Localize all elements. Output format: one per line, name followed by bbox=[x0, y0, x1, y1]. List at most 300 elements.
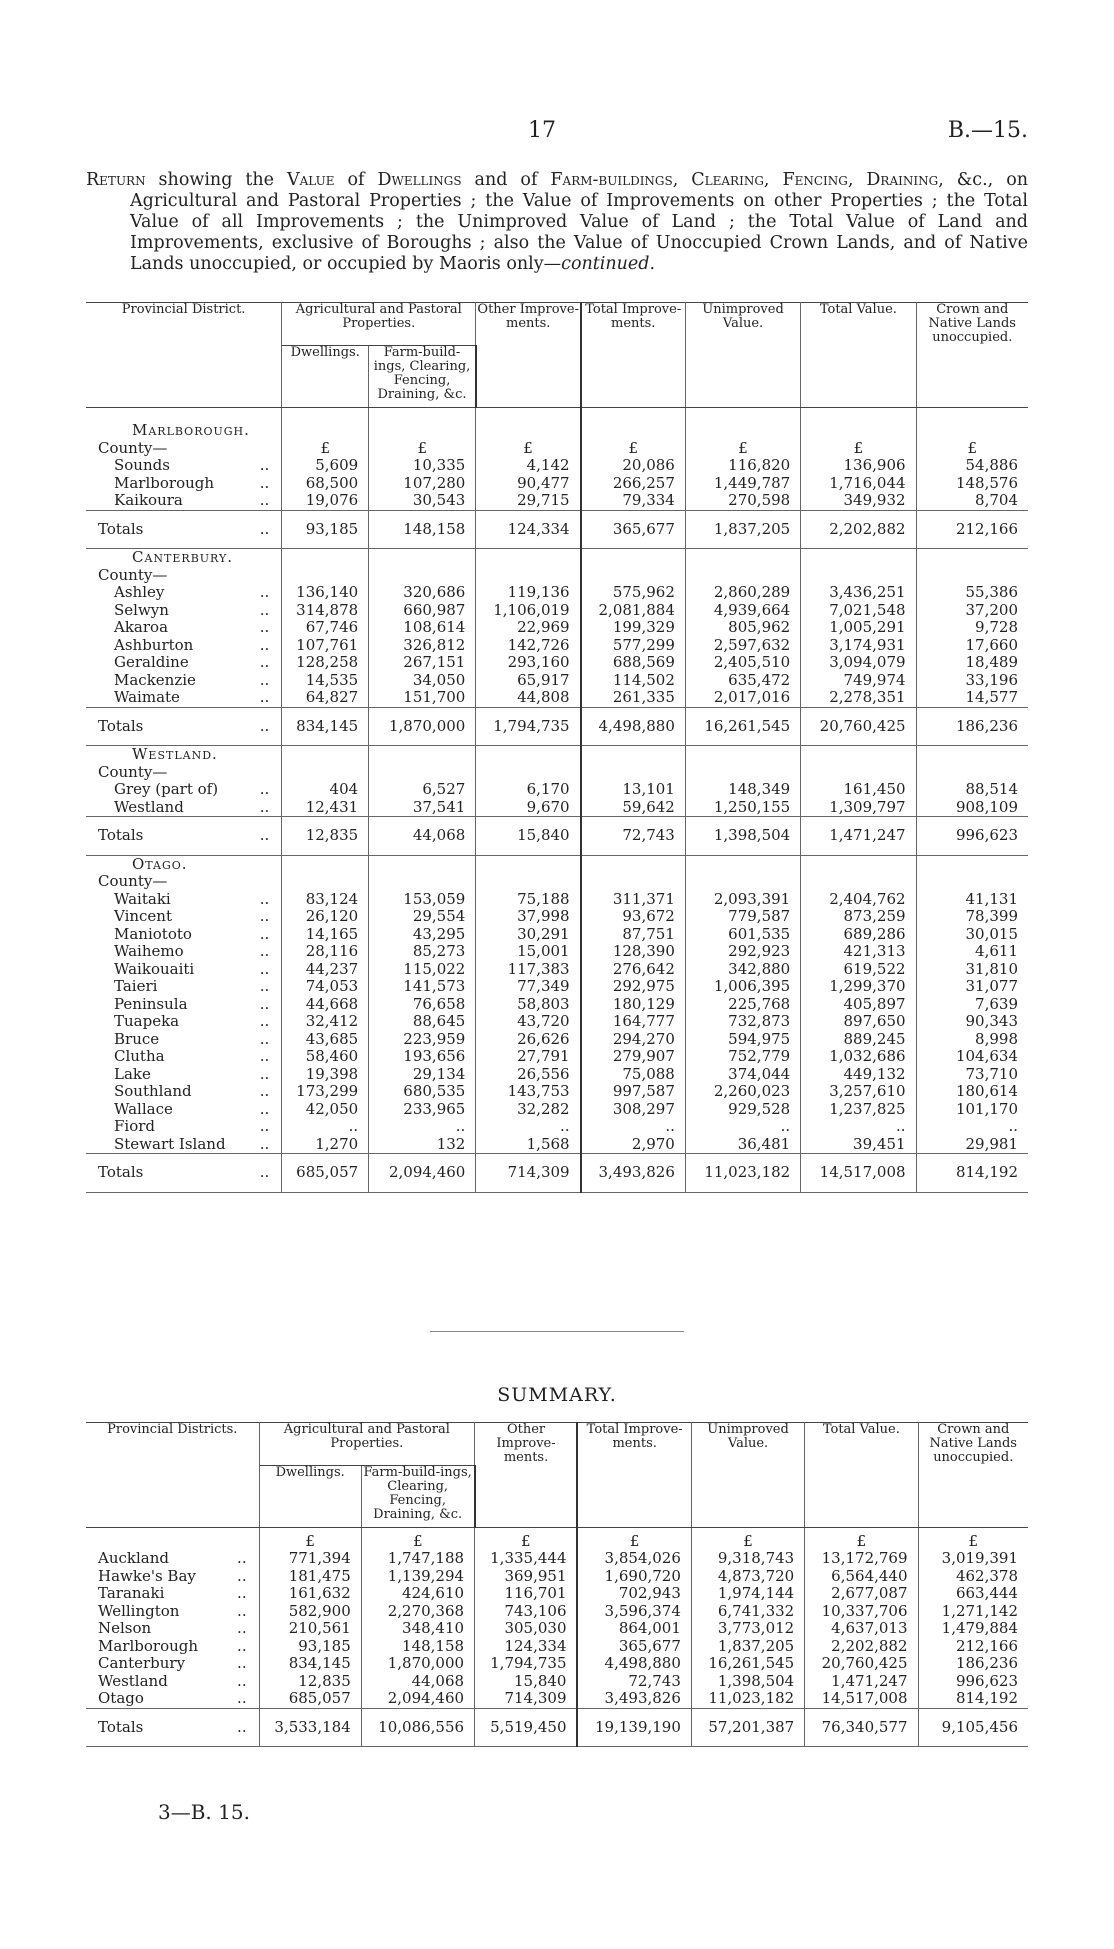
blank-cell bbox=[916, 746, 1028, 764]
main-table bbox=[86, 302, 1028, 1193]
county-row bbox=[86, 440, 1028, 458]
value-cell-u: 225,768 bbox=[685, 996, 800, 1014]
row-name: Vincent bbox=[114, 907, 172, 925]
value-cell-ti: 294,270 bbox=[581, 1031, 686, 1049]
value-cell-ti: .. bbox=[581, 1118, 686, 1136]
value-cell-ti: 180,129 bbox=[581, 996, 686, 1014]
value-cell-o: 143,753 bbox=[476, 1083, 581, 1101]
value-cell-tv: 76,340,577 bbox=[805, 1708, 918, 1747]
value-cell-tv: 689,286 bbox=[801, 926, 916, 944]
value-cell-o: 75,188 bbox=[476, 891, 581, 909]
row-name: Nelson bbox=[98, 1619, 152, 1637]
value-cell-ti: 59,642 bbox=[581, 799, 686, 817]
blank-cell bbox=[581, 873, 686, 891]
blank-cell bbox=[581, 408, 686, 423]
value-cell-f: 85,273 bbox=[369, 943, 476, 961]
table-row bbox=[86, 654, 1028, 672]
value-cell-d: 685,057 bbox=[259, 1690, 361, 1708]
value-cell-tv: 2,677,087 bbox=[805, 1585, 918, 1603]
value-cell-f: 132 bbox=[369, 1136, 476, 1154]
blank-cell bbox=[685, 764, 800, 782]
caption-continued: continued. bbox=[561, 254, 656, 274]
value-cell-f: 267,151 bbox=[369, 654, 476, 672]
value-cell-d: 44,237 bbox=[282, 961, 369, 979]
value-cell-c: 101,170 bbox=[955, 1099, 1018, 1118]
table-row bbox=[86, 1066, 1028, 1084]
blank-cell bbox=[369, 873, 476, 891]
value-cell-u: 1,398,504 bbox=[685, 817, 800, 856]
value-cell-ti: 279,907 bbox=[581, 1048, 686, 1066]
value-cell-o: 77,349 bbox=[476, 978, 581, 996]
table-row bbox=[86, 799, 1028, 817]
row-name: Hawke's Bay bbox=[98, 1566, 196, 1585]
caption-text: Farm-buildings, Clearing, Fencing, Draining bbox=[550, 170, 939, 190]
blank-cell bbox=[282, 567, 369, 585]
value-cell-u: 929,528 bbox=[685, 1101, 800, 1119]
blank-cell bbox=[86, 1528, 259, 1551]
row-label bbox=[86, 799, 282, 817]
row-label bbox=[86, 1620, 259, 1638]
row-label bbox=[86, 817, 282, 856]
blank-cell bbox=[685, 873, 800, 891]
county-row-label: County— bbox=[86, 764, 282, 782]
pound-sign: £ bbox=[967, 438, 978, 457]
value-cell-f: 115,022 bbox=[369, 961, 476, 979]
district-heading bbox=[86, 855, 1028, 873]
blank-cell bbox=[86, 408, 282, 423]
pound-sign: £ bbox=[685, 440, 800, 458]
value-cell-o: 142,726 bbox=[476, 637, 581, 655]
value-cell-tv: 161,450 bbox=[801, 781, 916, 799]
column-header-agricultural: Agricultural and Pastoral Properties. bbox=[259, 1423, 474, 1466]
value-cell-d: 32,412 bbox=[282, 1013, 369, 1031]
value-cell-ti: 72,743 bbox=[581, 817, 686, 856]
value-cell-tv: 1,716,044 bbox=[801, 475, 916, 493]
value-cell-ti: 3,854,026 bbox=[577, 1550, 691, 1568]
blank-cell bbox=[916, 873, 1028, 891]
value-cell-o: 29,715 bbox=[476, 492, 581, 510]
pound-sign: £ bbox=[805, 1528, 918, 1551]
district-heading-label: Marlborough. bbox=[86, 422, 282, 440]
value-cell-f: 148,158 bbox=[361, 1638, 474, 1656]
value-cell-ti: 276,642 bbox=[581, 961, 686, 979]
page-reference: B.—15. bbox=[947, 118, 1028, 143]
page-number: 17 bbox=[528, 118, 556, 143]
header-row bbox=[86, 1423, 1028, 1466]
value-cell-u: 2,405,510 bbox=[685, 654, 800, 672]
table-row bbox=[86, 457, 1028, 475]
value-cell-f: 6,527 bbox=[369, 781, 476, 799]
value-cell-o: 1,106,019 bbox=[476, 602, 581, 620]
table-row bbox=[86, 926, 1028, 944]
value-cell-ti: 3,493,826 bbox=[577, 1690, 691, 1708]
row-name: Canterbury bbox=[98, 1654, 186, 1672]
column-header-dwellings: Dwellings. bbox=[282, 346, 369, 408]
value-cell-u: 1,398,504 bbox=[691, 1673, 804, 1691]
summary-totals-row bbox=[86, 1708, 1028, 1747]
value-cell-f: 141,573 bbox=[369, 978, 476, 996]
blank-cell bbox=[581, 549, 686, 567]
pound-sign: £ bbox=[476, 440, 581, 458]
column-header-other-improvements: Other Improve-ments. bbox=[476, 303, 581, 408]
value-cell-tv: 3,094,079 bbox=[801, 654, 916, 672]
value-cell-ti: 114,502 bbox=[581, 672, 686, 690]
value-cell-c: 88,514 bbox=[965, 780, 1018, 798]
value-cell-c: 104,634 bbox=[955, 1047, 1018, 1065]
leader-dots: .. bbox=[259, 1117, 270, 1135]
leader-dots: .. bbox=[259, 1082, 270, 1100]
row-name: Grey (part of) bbox=[114, 780, 219, 798]
row-label bbox=[86, 1118, 282, 1136]
value-cell-ti: 702,943 bbox=[577, 1585, 691, 1603]
value-cell-o: 714,309 bbox=[475, 1690, 578, 1708]
value-cell-c: 78,399 bbox=[965, 907, 1018, 925]
row-label bbox=[86, 891, 282, 909]
value-cell-o: 15,840 bbox=[476, 817, 581, 856]
table-row bbox=[86, 1013, 1028, 1031]
value-cell-d: 210,561 bbox=[259, 1620, 361, 1638]
value-cell-o: 43,720 bbox=[476, 1013, 581, 1031]
leader-dots: .. bbox=[259, 1163, 270, 1181]
value-cell-f: 29,134 bbox=[369, 1066, 476, 1084]
row-label bbox=[86, 908, 282, 926]
leader-dots: .. bbox=[259, 473, 270, 492]
blank-cell bbox=[282, 764, 369, 782]
row-label bbox=[86, 996, 282, 1014]
row-label bbox=[86, 1603, 259, 1621]
caption-first-word: Return bbox=[86, 170, 146, 190]
table-row bbox=[86, 492, 1028, 510]
value-cell-tv: 449,132 bbox=[801, 1066, 916, 1084]
row-label bbox=[86, 510, 282, 549]
row-name: Totals bbox=[98, 519, 144, 538]
value-cell-o: 1,794,735 bbox=[475, 1655, 578, 1673]
row-label bbox=[86, 492, 282, 510]
row-name: Waimate bbox=[114, 688, 180, 706]
value-cell-d: 107,761 bbox=[282, 637, 369, 655]
value-cell-u: 1,250,155 bbox=[685, 799, 800, 817]
value-cell-u: 779,587 bbox=[685, 908, 800, 926]
blank-cell bbox=[801, 873, 916, 891]
value-cell-u: 1,837,205 bbox=[685, 510, 800, 549]
value-cell-u: 4,873,720 bbox=[691, 1568, 804, 1586]
value-cell-f: 326,812 bbox=[369, 637, 476, 655]
value-cell-f: 151,700 bbox=[369, 689, 476, 707]
leader-dots: .. bbox=[259, 519, 270, 538]
row-name: Wellington bbox=[98, 1601, 180, 1620]
leader-dots: .. bbox=[259, 959, 270, 978]
value-cell-c: 31,077 bbox=[965, 977, 1018, 995]
currency-row bbox=[86, 1528, 1028, 1551]
blank-cell bbox=[476, 873, 581, 891]
totals-row bbox=[86, 817, 1028, 856]
value-cell-f: 153,059 bbox=[369, 891, 476, 909]
value-cell-c: 996,623 bbox=[955, 1671, 1018, 1690]
summary-row bbox=[86, 1655, 1028, 1673]
value-cell-ti: 3,493,826 bbox=[581, 1154, 686, 1193]
row-name: Marlborough bbox=[98, 1636, 199, 1655]
value-cell-u: 635,472 bbox=[685, 672, 800, 690]
blank-cell bbox=[369, 567, 476, 585]
row-label bbox=[86, 1568, 259, 1586]
value-cell-u: 594,975 bbox=[685, 1031, 800, 1049]
value-cell-tv: 3,436,251 bbox=[801, 584, 916, 602]
value-cell-ti: 365,677 bbox=[581, 510, 686, 549]
value-cell-ti: 19,139,190 bbox=[577, 1708, 691, 1747]
summary-title: SUMMARY. bbox=[497, 1384, 617, 1406]
county-row-label: County— bbox=[86, 873, 282, 891]
leader-dots: .. bbox=[259, 653, 270, 671]
row-name: Fiord bbox=[114, 1117, 156, 1135]
value-cell-tv: 6,564,440 bbox=[805, 1568, 918, 1586]
pound-sign: £ bbox=[475, 1528, 578, 1551]
value-cell-u: .. bbox=[685, 1118, 800, 1136]
row-label bbox=[86, 961, 282, 979]
value-cell-c: 29,981 bbox=[965, 1134, 1018, 1153]
value-cell-d: 582,900 bbox=[259, 1603, 361, 1621]
leader-dots: .. bbox=[259, 942, 270, 960]
value-cell-tv: 20,760,425 bbox=[801, 707, 916, 746]
value-cell-tv: 4,637,013 bbox=[805, 1620, 918, 1638]
leader-dots: .. bbox=[237, 1689, 247, 1707]
value-cell-o: 119,136 bbox=[476, 584, 581, 602]
value-cell-f: 30,543 bbox=[369, 492, 476, 510]
value-cell-ti: 577,299 bbox=[581, 637, 686, 655]
district-heading-label: Canterbury. bbox=[86, 549, 282, 567]
pound-sign: £ bbox=[361, 1528, 474, 1551]
value-cell-d: 28,116 bbox=[282, 943, 369, 961]
value-cell-u: 6,741,332 bbox=[691, 1603, 804, 1621]
value-cell-d: .. bbox=[282, 1118, 369, 1136]
district-heading-label: Otago. bbox=[86, 855, 282, 873]
table-row bbox=[86, 1083, 1028, 1101]
row-name: Lake bbox=[114, 1064, 151, 1083]
value-cell-ti: 2,081,884 bbox=[581, 602, 686, 620]
value-cell-d: 128,258 bbox=[282, 654, 369, 672]
value-cell-d: 64,827 bbox=[282, 689, 369, 707]
blank-cell bbox=[476, 764, 581, 782]
value-cell-f: 233,965 bbox=[369, 1101, 476, 1119]
value-cell-o: 90,477 bbox=[476, 475, 581, 493]
row-label bbox=[86, 1585, 259, 1603]
row-label bbox=[86, 1655, 259, 1673]
value-cell-ti: 308,297 bbox=[581, 1101, 686, 1119]
value-cell-c: 9,728 bbox=[975, 618, 1018, 636]
value-cell-f: 34,050 bbox=[369, 672, 476, 690]
value-cell-ti: 1,690,720 bbox=[577, 1568, 691, 1586]
value-cell-c: 996,623 bbox=[916, 817, 1028, 856]
value-cell-f: 223,959 bbox=[369, 1031, 476, 1049]
value-cell-tv: 7,021,548 bbox=[801, 602, 916, 620]
county-row bbox=[86, 873, 1028, 891]
leader-dots: .. bbox=[237, 1671, 247, 1690]
table-row bbox=[86, 1031, 1028, 1049]
value-cell-o: 117,383 bbox=[476, 961, 581, 979]
table-row bbox=[86, 1136, 1028, 1154]
value-cell-o: 22,969 bbox=[476, 619, 581, 637]
value-cell-o: 369,951 bbox=[475, 1568, 578, 1586]
row-name: Ashley bbox=[114, 583, 165, 601]
row-label bbox=[86, 689, 282, 707]
value-cell-o: 124,334 bbox=[475, 1638, 578, 1656]
value-cell-o: 4,142 bbox=[476, 457, 581, 475]
value-cell-ti: 365,677 bbox=[577, 1638, 691, 1656]
blank-cell bbox=[581, 764, 686, 782]
divider bbox=[430, 1331, 684, 1332]
blank-cell bbox=[581, 422, 686, 440]
value-cell-ti: 266,257 bbox=[581, 475, 686, 493]
row-label bbox=[86, 926, 282, 944]
leader-dots: .. bbox=[259, 456, 270, 474]
value-cell-d: 14,535 bbox=[282, 672, 369, 690]
blank-cell bbox=[916, 408, 1028, 423]
row-label bbox=[86, 1638, 259, 1656]
value-cell-u: 292,923 bbox=[685, 943, 800, 961]
summary-row bbox=[86, 1603, 1028, 1621]
table-row bbox=[86, 961, 1028, 979]
blank-cell bbox=[685, 549, 800, 567]
value-cell-d: 43,685 bbox=[282, 1031, 369, 1049]
value-cell-ti: 87,751 bbox=[581, 926, 686, 944]
value-cell-d: 26,120 bbox=[282, 908, 369, 926]
blank-cell bbox=[476, 422, 581, 440]
value-cell-o: 27,791 bbox=[476, 1048, 581, 1066]
totals-row bbox=[86, 510, 1028, 549]
value-cell-d: 83,124 bbox=[282, 891, 369, 909]
spacer-row bbox=[86, 408, 1028, 423]
district-heading bbox=[86, 746, 1028, 764]
value-cell-d: 685,057 bbox=[282, 1154, 369, 1193]
value-cell-ti: 311,371 bbox=[581, 891, 686, 909]
leader-dots: .. bbox=[259, 1064, 270, 1083]
row-name: Tuapeka bbox=[114, 1012, 180, 1030]
value-cell-d: 314,878 bbox=[282, 602, 369, 620]
value-cell-ti: 13,101 bbox=[581, 781, 686, 799]
row-label bbox=[86, 475, 282, 493]
value-cell-d: 404 bbox=[282, 781, 369, 799]
summary-row bbox=[86, 1673, 1028, 1691]
value-cell-o: 26,626 bbox=[476, 1031, 581, 1049]
summary-row bbox=[86, 1585, 1028, 1603]
row-label bbox=[86, 602, 282, 620]
row-name: Stewart Island bbox=[114, 1134, 226, 1153]
value-cell-tv: 2,202,882 bbox=[801, 510, 916, 549]
table-row bbox=[86, 619, 1028, 637]
value-cell-tv: 749,974 bbox=[801, 672, 916, 690]
value-cell-o: 26,556 bbox=[476, 1066, 581, 1084]
row-label bbox=[86, 1083, 282, 1101]
value-cell-f: 76,658 bbox=[369, 996, 476, 1014]
row-name: Waitaki bbox=[114, 889, 171, 908]
row-name: Geraldine bbox=[114, 653, 189, 671]
value-cell-tv: 1,471,247 bbox=[801, 817, 916, 856]
value-cell-tv: 897,650 bbox=[801, 1013, 916, 1031]
value-cell-c: 186,236 bbox=[955, 1654, 1018, 1672]
blank-cell bbox=[916, 422, 1028, 440]
pound-sign: £ bbox=[259, 1528, 361, 1551]
value-cell-u: 2,260,023 bbox=[685, 1083, 800, 1101]
leader-dots: .. bbox=[259, 797, 270, 816]
value-cell-c: 41,131 bbox=[965, 889, 1018, 908]
county-row bbox=[86, 764, 1028, 782]
column-header-farm-buildings: Farm-build-ings, Clearing, Fencing, Draining, &c. bbox=[361, 1466, 474, 1528]
row-label bbox=[86, 457, 282, 475]
column-header-crown-native-lands: Crown and Native Lands unoccupied. bbox=[916, 303, 1028, 408]
row-name: Wallace bbox=[114, 1099, 173, 1118]
value-cell-c: 18,489 bbox=[965, 653, 1018, 671]
table-row bbox=[86, 584, 1028, 602]
table-row bbox=[86, 1118, 1028, 1136]
value-cell-f: 1,870,000 bbox=[361, 1655, 474, 1673]
value-cell-c: 1,479,884 bbox=[941, 1619, 1018, 1637]
value-cell-o: 15,001 bbox=[476, 943, 581, 961]
value-cell-f: 1,870,000 bbox=[369, 707, 476, 746]
value-cell-ti: 20,086 bbox=[581, 457, 686, 475]
value-cell-d: 14,165 bbox=[282, 926, 369, 944]
row-name: Waikouaiti bbox=[114, 959, 195, 978]
value-cell-d: 93,185 bbox=[259, 1638, 361, 1656]
leader-dots: .. bbox=[259, 994, 270, 1013]
row-name: Kaikoura bbox=[114, 491, 183, 509]
row-label bbox=[86, 1550, 259, 1568]
value-cell-u: 2,597,632 bbox=[685, 637, 800, 655]
value-cell-c: 7,639 bbox=[975, 994, 1018, 1013]
value-cell-d: 19,398 bbox=[282, 1066, 369, 1084]
caption-text: and of bbox=[461, 170, 551, 190]
value-cell-c: 9,105,456 bbox=[918, 1708, 1028, 1747]
blank-cell bbox=[369, 764, 476, 782]
table-row bbox=[86, 1048, 1028, 1066]
value-cell-d: 12,431 bbox=[282, 799, 369, 817]
blank-cell bbox=[282, 422, 369, 440]
value-cell-c: 54,886 bbox=[965, 456, 1018, 474]
value-cell-d: 12,835 bbox=[282, 817, 369, 856]
value-cell-o: 293,160 bbox=[476, 654, 581, 672]
blank-cell bbox=[581, 567, 686, 585]
value-cell-f: 29,554 bbox=[369, 908, 476, 926]
value-cell-d: 1,270 bbox=[282, 1136, 369, 1154]
row-name: Akaroa bbox=[114, 618, 169, 636]
value-cell-tv: 13,172,769 bbox=[805, 1550, 918, 1568]
blank-cell bbox=[685, 855, 800, 873]
value-cell-tv: 39,451 bbox=[801, 1136, 916, 1154]
row-name: Totals bbox=[98, 716, 144, 735]
value-cell-c: 73,710 bbox=[965, 1064, 1018, 1083]
row-name: Taieri bbox=[114, 977, 158, 995]
row-name: Bruce bbox=[114, 1029, 160, 1048]
district-heading-label: Westland. bbox=[86, 746, 282, 764]
blank-cell bbox=[916, 567, 1028, 585]
value-cell-tv: 873,259 bbox=[801, 908, 916, 926]
row-label bbox=[86, 1136, 282, 1154]
value-cell-ti: 688,569 bbox=[581, 654, 686, 672]
value-cell-u: 270,598 bbox=[685, 492, 800, 510]
value-cell-ti: 2,970 bbox=[581, 1136, 686, 1154]
district-heading bbox=[86, 549, 1028, 567]
value-cell-tv: 10,337,706 bbox=[805, 1603, 918, 1621]
pound-sign: £ bbox=[968, 1532, 979, 1550]
blank-cell bbox=[282, 873, 369, 891]
column-header-agricultural: Agricultural and Pastoral Properties. bbox=[282, 303, 476, 346]
value-cell-d: 74,053 bbox=[282, 978, 369, 996]
leader-dots: .. bbox=[259, 977, 270, 995]
value-cell-o: 743,106 bbox=[475, 1603, 578, 1621]
row-name: Marlborough bbox=[114, 473, 215, 492]
blank-cell bbox=[581, 746, 686, 764]
leader-dots: .. bbox=[259, 780, 270, 798]
value-cell-c: 814,192 bbox=[916, 1154, 1028, 1193]
value-cell-u: 16,261,545 bbox=[691, 1655, 804, 1673]
